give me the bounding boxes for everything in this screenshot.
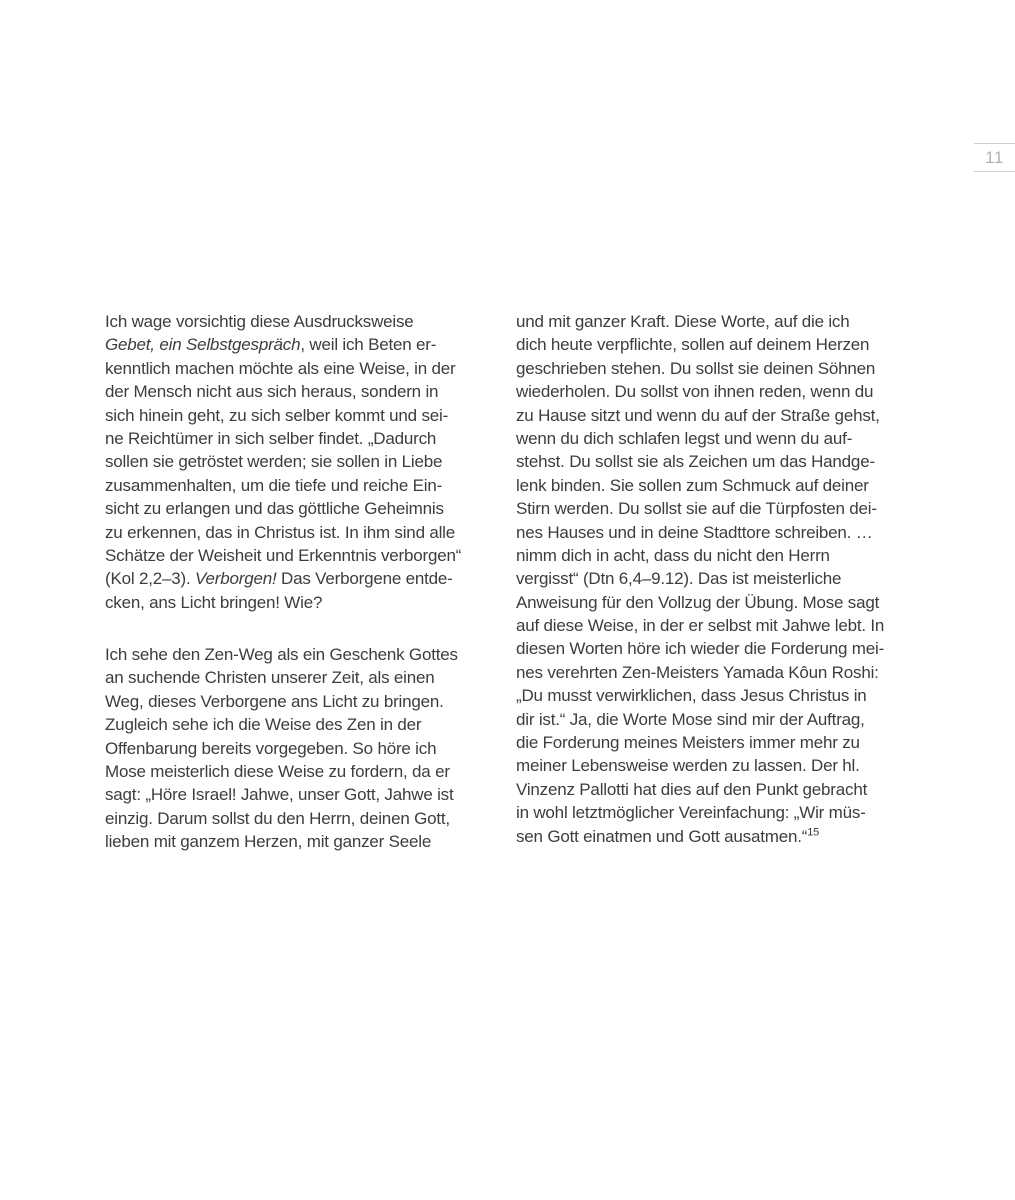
- footnote-reference: 15: [807, 825, 820, 838]
- text-segment: cken, ans Licht bringen! Wie?: [105, 592, 323, 612]
- text-column-right: [516, 310, 916, 848]
- page-number: 11: [985, 147, 1004, 167]
- text-line: [516, 567, 916, 590]
- text-line: [516, 708, 916, 731]
- text-segment: in wohl letztmöglicher Vereinfachung: „Wir müs-: [516, 803, 866, 823]
- text-segment: Vinzenz Pallotti hat dies auf den Punkt gebracht: [516, 779, 868, 799]
- text-segment: sen Gott einatmen und Gott ausatmen.“: [516, 826, 808, 846]
- text-segment: zu erkennen, das in Christus ist. In ihm sind alle: [105, 522, 456, 542]
- text-segment: meiner Lebensweise werden zu lassen. Der hl.: [516, 756, 860, 776]
- text-line: [105, 333, 490, 356]
- text-segment: Ich wage vorsichtig diese Ausdrucksweise: [105, 312, 414, 331]
- text-segment: einzig. Darum sollst du den Herrn, deinen Gott,: [105, 808, 450, 828]
- text-line: [516, 474, 916, 497]
- text-line: [105, 643, 490, 666]
- text-segment: auf diese Weise, in der er selbst mit Jahwe lebt. In: [516, 616, 885, 636]
- text-segment: Zugleich sehe ich die Weise des Zen in der: [105, 715, 422, 735]
- text-line: [105, 830, 490, 853]
- text-line: [105, 737, 490, 760]
- text-segment: dir ist.“ Ja, die Worte Mose sind mir der Auftrag,: [516, 709, 865, 729]
- text-line: [516, 544, 916, 567]
- text-line: [516, 801, 916, 824]
- text-segment: der Mensch nicht aus sich heraus, sondern in: [105, 382, 439, 402]
- text-line: [516, 754, 916, 777]
- text-line: [105, 450, 490, 473]
- paragraph: [516, 310, 916, 848]
- text-line: [105, 427, 490, 450]
- text-line: [105, 521, 490, 544]
- text-line: [105, 380, 490, 403]
- text-segment: wiederholen. Du sollst von ihnen reden, wenn du: [516, 382, 874, 402]
- text-line: [105, 807, 490, 830]
- text-segment: kenntlich machen möchte als eine Weise, in der: [105, 358, 456, 378]
- text-line: [105, 690, 490, 713]
- text-line: [516, 497, 916, 520]
- paragraph: [105, 643, 490, 854]
- text-segment: (Kol 2,2–3).: [105, 569, 196, 589]
- text-line: [105, 666, 490, 689]
- text-segment: Weg, dieses Verborgene ans Licht zu bringen.: [105, 691, 444, 711]
- text-segment: Offenbarung bereits vorgegeben. So höre ich: [105, 738, 437, 758]
- text-segment: zu Hause sitzt und wenn du auf der Straße gehst,: [516, 405, 880, 425]
- text-segment: Ich sehe den Zen-Weg als ein Geschenk Gottes: [105, 645, 458, 665]
- text-segment: lenk binden. Sie sollen zum Schmuck auf deiner: [516, 475, 869, 495]
- text-line: [516, 333, 916, 356]
- text-line: [516, 825, 916, 848]
- text-line: [516, 450, 916, 473]
- text-line: [105, 357, 490, 380]
- text-line: [516, 521, 916, 544]
- paragraph: [105, 310, 490, 614]
- text-segment: wenn du dich schlafen legst und wenn du auf-: [516, 428, 853, 448]
- text-segment: „Du musst verwirklichen, dass Jesus Christus in: [516, 686, 867, 706]
- text-segment: ne Reichtümer in sich selber findet. „Dadurch: [105, 428, 437, 448]
- text-line: [105, 404, 490, 427]
- text-segment: Mose meisterlich diese Weise zu fordern, da er: [105, 762, 450, 782]
- text-segment: die Forderung meines Meisters immer mehr zu: [516, 733, 860, 753]
- text-column-left: [105, 310, 490, 854]
- text-line: [516, 661, 916, 684]
- text-line: [516, 380, 916, 403]
- text-line: [105, 310, 490, 333]
- text-line: [105, 760, 490, 783]
- text-line: [516, 427, 916, 450]
- text-segment: Anweisung für den Vollzug der Übung. Mose sagt: [516, 592, 880, 612]
- text-segment: sagt: „Höre Israel! Jahwe, unser Gott, Jahwe ist: [105, 785, 454, 805]
- text-line: [105, 567, 490, 590]
- text-segment: nimm dich in acht, dass du nicht den Herrn: [516, 545, 830, 565]
- text-segment: sollen sie getröstet werden; sie sollen in Liebe: [105, 452, 443, 472]
- text-segment: stehst. Du sollst sie als Zeichen um das Handge-: [516, 452, 875, 472]
- italic-segment: Gebet, ein Selbstgespräch: [105, 335, 301, 355]
- text-line: [516, 591, 916, 614]
- text-segment: diesen Worten höre ich wieder die Forderung mei-: [516, 639, 885, 659]
- text-segment: geschrieben stehen. Du sollst sie deinen Söhnen: [516, 358, 876, 378]
- text-segment: sich hinein geht, zu sich selber kommt und sei-: [105, 405, 449, 425]
- text-segment: an suchende Christen unserer Zeit, als einen: [105, 668, 435, 688]
- text-line: [105, 783, 490, 806]
- text-segment: sicht zu erlangen und das göttliche Geheimnis: [105, 499, 444, 519]
- text-segment: und mit ganzer Kraft. Diese Worte, auf die ich: [516, 312, 850, 331]
- text-line: [105, 497, 490, 520]
- text-line: [516, 684, 916, 707]
- text-segment: nes Hauses und in deine Stadttore schreiben. …: [516, 522, 873, 542]
- text-segment: Das Verborgene entde-: [276, 569, 453, 589]
- text-line: [516, 310, 916, 333]
- text-line: [516, 357, 916, 380]
- text-segment: Schätze der Weisheit und Erkenntnis verborgen“: [105, 545, 462, 565]
- page-number-block: [974, 143, 1015, 172]
- text-line: [105, 591, 490, 614]
- text-line: [105, 713, 490, 736]
- text-line: [516, 778, 916, 801]
- text-segment: zusammenhalten, um die tiefe und reiche Ein-: [105, 475, 443, 495]
- text-segment: vergisst“ (Dtn 6,4–9.12). Das ist meisterliche: [516, 569, 842, 589]
- text-line: [516, 614, 916, 637]
- text-line: [516, 404, 916, 427]
- text-line: [105, 544, 490, 567]
- text-segment: nes verehrten Zen-Meisters Yamada Kôun Roshi:: [516, 662, 879, 682]
- text-line: [516, 637, 916, 660]
- text-segment: , weil ich Beten er-: [300, 335, 437, 355]
- text-line: [516, 731, 916, 754]
- text-segment: lieben mit ganzem Herzen, mit ganzer Seele: [105, 832, 432, 852]
- text-line: [105, 474, 490, 497]
- text-segment: Stirn werden. Du sollst sie auf die Türpfosten dei-: [516, 499, 877, 519]
- text-segment: dich heute verpflichte, sollen auf deinem Herzen: [516, 335, 870, 355]
- italic-segment: Verborgen!: [195, 569, 277, 589]
